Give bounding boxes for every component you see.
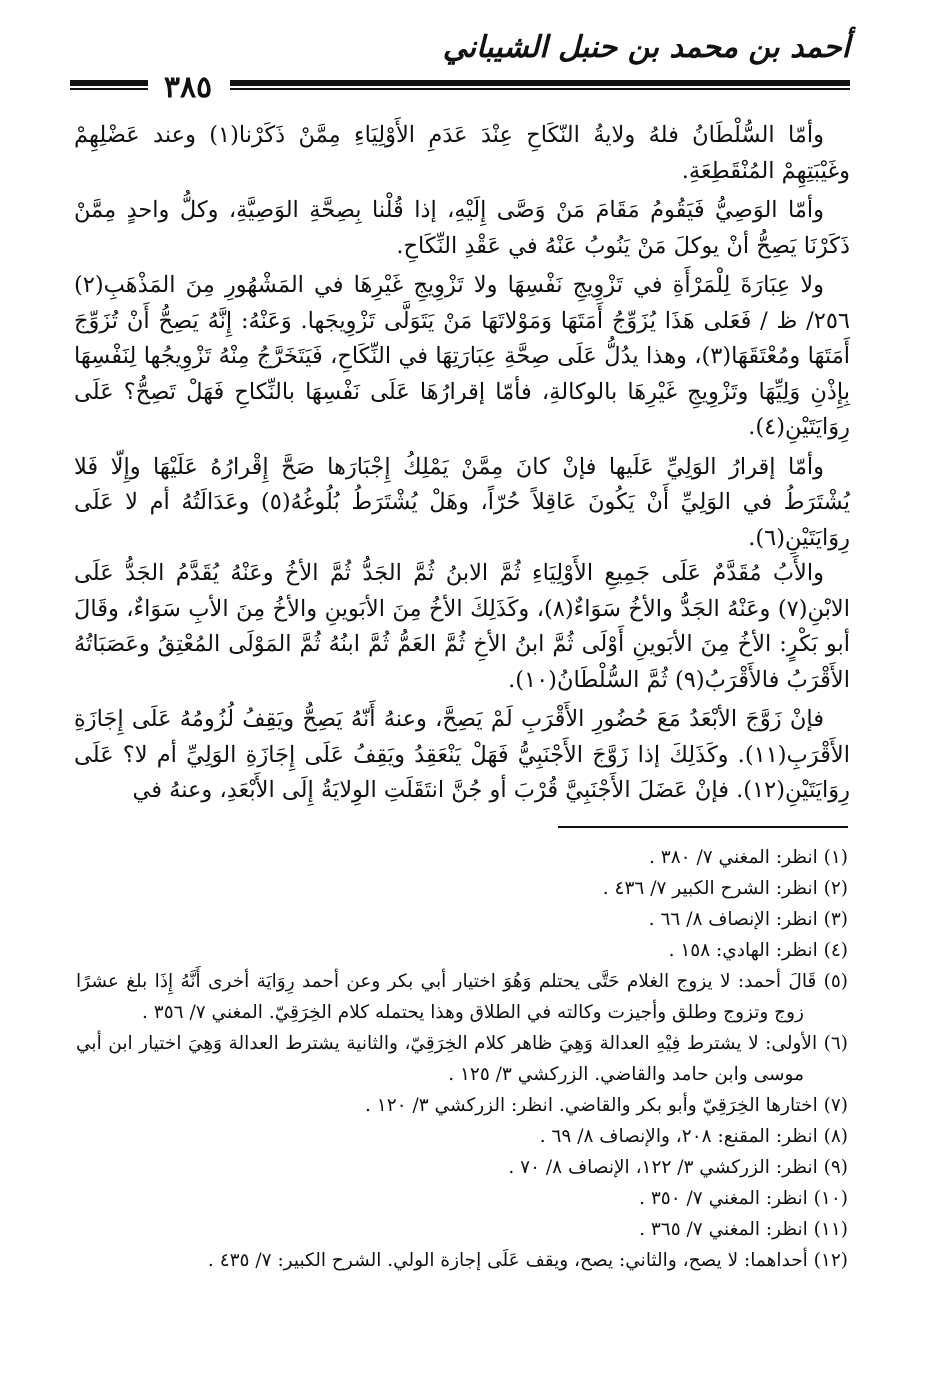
page-number: ٣٨٥ [163, 70, 213, 105]
header-rule [230, 88, 850, 90]
paragraph: وأمّا إقرارُ الوَلِيِّ عَلَيها فإنْ كانَ مِمَّنْ يَمْلِكُ إِجْبَارَها صَحَّ إِقْرارُهُ عَلَيْهَا وإِلّا فَلا يُشْتَرَطُ في الوَلِيِّ أَنْ يَكُونَ عَاقِلاً حُرّاً، وهَلْ يُشْتَرَطُ بُلُوغُهُ(٥) وعَدَالَتُهُ أم لا عَلَى رِوَايَتَيْنِ(٦). [74, 453, 850, 551]
footnote: (٨) انظر: المقنع: ٢٠٨، والإنصاف ٨/ ٦٩ . [539, 1126, 848, 1147]
footnote: (١٢) أحداهما: لا يصح، والثاني: يصح، ويقف عَلَى إجازة الولي. الشرح الكبير: ٧/ ٤٣٥ . [207, 1250, 848, 1271]
running-header [70, 30, 850, 110]
header-rule [230, 80, 850, 86]
main-text [74, 118, 850, 813]
footnote: (٢) انظر: الشرح الكبير ٧/ ٤٣٦ . [602, 878, 848, 899]
paragraph: وأمّا الوَصِيُّ فَيَقُومُ مَقَامَ مَنْ وَصَّى إِلَيْهِ، إذا قُلْنا بِصِحَّةِ الوَصِيَّةِ، وكلُّ واحدٍ مِمَّنْ ذَكَرْنَا يَصِحُّ أنْ يوكلَ مَنْ يَنُوبُ عَنْهُ في عَقْدِ النِّكَاحِ. [74, 197, 850, 259]
footnote: (١) انظر: المغني ٧/ ٣٨٠ . [649, 847, 848, 868]
footnote: (٧) اختارها الخِرَقِيّ وأبو بكر والقاضي. انظر: الزركشي ٣/ ١٢٠ . [365, 1095, 848, 1116]
footnote: (٥) قَالَ أحمد: لا يزوج الغلام حَتَّى يحتلم وَهُوَ اختيار أبي بكر وعن أحمد رِوَايَة أخرى أَنَّهُ إِذَا بلغ عشرًا زوج وتزوج وطلق وأجيزت وكالته في الطلاق وهذا يحتمله كلام الخِرَقِيّ. المغني ٧/ ٣٥٦ . [76, 971, 848, 1023]
header-rule [70, 80, 148, 86]
footnote: (٩) انظر: الزركشي ٣/ ١٢٢، الإنصاف ٨/ ٧٠ . [508, 1157, 848, 1178]
footnote-separator [558, 826, 848, 828]
footnote: (٣) انظر: الإنصاف ٨/ ٦٦ . [648, 909, 848, 930]
paragraph: والأَبُ مُقَدَّمٌ عَلَى جَمِيعِ الأَوْلِيَاءِ ثُمَّ الابنُ ثُمَّ الجَدُّ ثُمَّ الأخُ وعَنْهُ يُقَدَّمُ الجَدُّ عَلَى الابْنِ(٧) وعَنْهُ الجَدُّ والأخُ سَوَاءٌ(٨)، وكَذَلِكَ الأخُ مِنَ الأبَوينِ والأخُ مِنَ الأبِ سَوَاءٌ، وقَالَ أبو بَكْرٍ: الأخُ مِنَ الأبَوينِ أَوْلَى ثُمَّ ابنُ الأخِ ثُمَّ العَمُّ ثُمَّ ابنُهُ ثُمَّ المَوْلَى المُعْتِقُ وعَصَبَاتُهُ الأَقْرَبُ فالأَقْرَبُ(٩) ثُمَّ السُّلْطَانُ(١٠). [74, 560, 850, 693]
paragraph: ولا عِبَارَةَ لِلْمَرْأَةِ في تَزْوِيجِ نَفْسِهَا ولا تَزْوِيجِ غَيْرِهَا في المَشْهُورِ مِنَ المَذْهَبِ(٢) ٢٥٦/ ظ / فَعَلى هَذَا يُزَوِّجُ أَمَتَهَا وَمَوْلاتَهَا مَنْ يَتَوَلَّى تَزْوِيجَها. وَعَنْهُ: إِنَّهُ يَصِحُّ أَنْ تُزَوِّجَ أَمَتَهَا ومُعْتَقَهَا(٣)، وهذا يدُلُّ عَلَى صِحَّةِ عِبَارَتِهَا في النِّكَاحِ، فَيَتَخَرَّجُ مِنْهُ تَزْوِيجُها لِنَفْسِهَا بِإِذْنِ وَلِيِّهَا وتَزْوِيجِ غَيْرِهَا بالوكالةِ، فأمّا إقرارُهَا عَلَى نَفْسِهَا بالنِّكاحِ فَهَلْ تَصِحُّ؟ عَلَى رِوَايَتَيْنِ(٤). [74, 272, 850, 440]
paragraph: فإنْ زَوَّجَ الأبْعَدُ مَعَ حُضُورِ الأَقْرَبِ لَمْ يَصِحَّ، وعنهُ أَنّهُ يَصِحُّ ويَقِفُ لُزُومُهُ عَلَى إِجَازَةِ الأَقْرَبِ(١١). وكَذَلِكَ إذا زَوَّجَ الأَجْنَبِيُّ فَهَلْ يَنْعَقِدُ ويَقِفُ عَلَى إِجَازَةِ الوَلِيِّ أم لا؟ عَلَى رِوَايَتَيْنِ(١٢). فإنْ عَضَلَ الأَجْنَبِيَّ قُرْبَ أو جُنَّ انتَقَلَتِ الوِلايَةُ إِلَى الأَبْعَدِ، وعنهُ في [74, 706, 850, 803]
footnote: (١١) انظر: المغني ٧/ ٣٦٥ . [639, 1219, 848, 1240]
header-title: أحمد بن محمد بن حنبل الشيباني [442, 30, 850, 65]
footnotes [76, 842, 848, 1276]
footnote: (١٠) انظر: المغني ٧/ ٣٥٠ . [639, 1188, 848, 1209]
header-rule [70, 88, 148, 90]
paragraph: وأمّا السُّلْطَانُ فلهُ ولايةُ النّكَاحِ عِنْدَ عَدَمِ الأَوْلِيَاءِ مِمَّنْ ذَكَرْنا(١) وعند عَضْلِهِمْ وغَيْبَتِهِمْ المُنْقَطِعَةِ. [74, 122, 850, 184]
footnote: (٤) انظر: الهادي: ١٥٨ . [668, 940, 848, 961]
footnote: (٦) الأولى: لا يشترط فِيْهِ العدالة وَهِيَ ظاهر كلام الخِرَقِيّ، والثانية يشترط العدالة وَهِيَ اختيار ابن أبي موسى وابن حامد والقاضي. الزركشي ٣/ ١٢٥ . [76, 1033, 848, 1085]
